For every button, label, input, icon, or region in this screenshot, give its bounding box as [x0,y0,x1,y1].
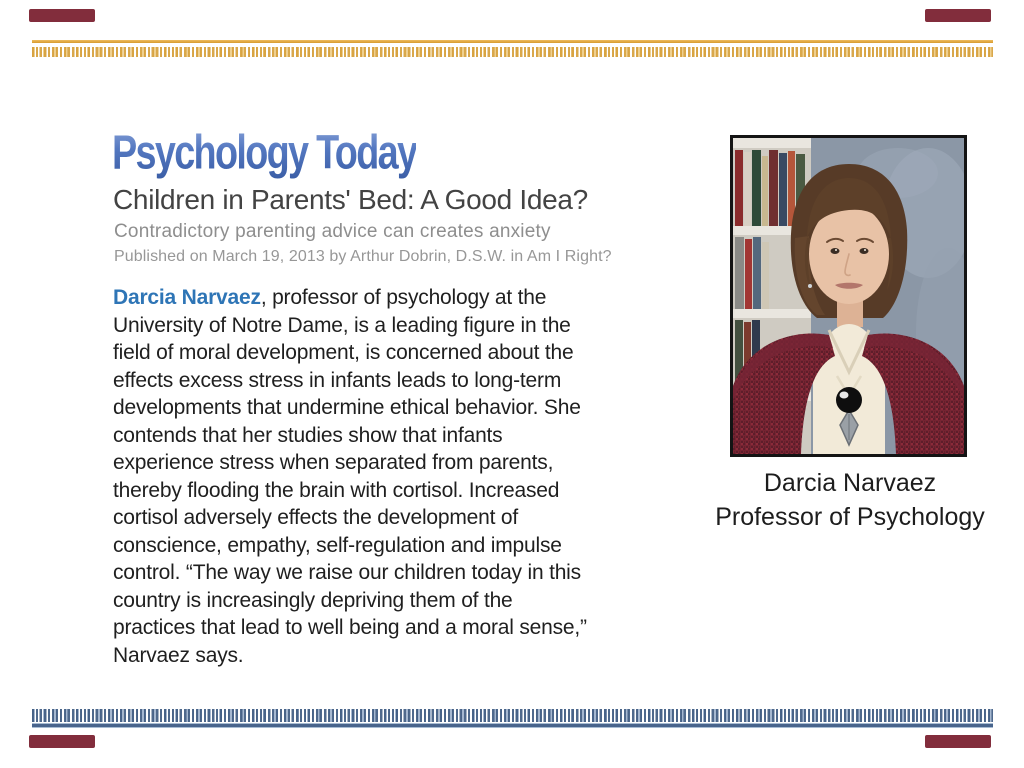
body-line: Narvaez says. [113,643,244,667]
corner-accent-bar-top-left [29,9,95,22]
corner-accent-bar-bottom-left [29,735,95,748]
body-line: developments that undermine ethical behavior. She [113,396,581,419]
article-subtitle: Contradictory parenting advice can creates anxiety [114,221,551,242]
caption-name: Darcia Narvaez [763,469,937,497]
top-gold-rule [32,40,993,43]
body-line: field of moral development, is concerned about the [113,341,574,364]
body-line: contends that her studies show that infants [113,423,503,447]
body-line: effects excess stress in infants leads to long-term [113,368,562,392]
corner-accent-bar-bottom-right [925,735,991,748]
article-headline: Children in Parents' Bed: A Good Idea? [113,184,588,215]
body-line: country is increasingly depriving them of the [113,588,513,612]
body-line: practices that lead to well being and a moral sense,” [113,616,587,639]
photo-caption [690,466,1010,534]
caption-title: Professor of Psychology [715,503,985,531]
body-line: conscience, empathy, self-regulation and impulse [113,533,562,557]
author-name-highlight: Darcia Narvaez [113,286,261,309]
bottom-blue-rule [32,723,993,728]
corner-accent-bar-top-right [925,9,991,22]
article-byline: Published on March 19, 2013 by Arthur Dobrin, D.S.W. in Am I Right? [114,248,612,265]
top-ticked-rule [32,47,993,57]
psychology-today-logo: Psychology Today [112,124,417,180]
body-line: experience stress when separated from parents, [113,451,554,474]
body-line: Darcia Narvaez, professor of psychology at the [113,286,547,309]
body-line: University of Notre Dame, is a leading figure in the [113,313,571,337]
body-line: cortisol adversely effects the development of [113,506,519,529]
portrait-photo-art [733,138,964,454]
body-line: thereby flooding the brain with cortisol. Increased [113,478,560,502]
body-line: control. “The way we raise our children today in this [113,561,581,584]
portrait-photo [730,135,967,457]
article-body [113,284,587,669]
bottom-ticked-rule [32,709,993,722]
